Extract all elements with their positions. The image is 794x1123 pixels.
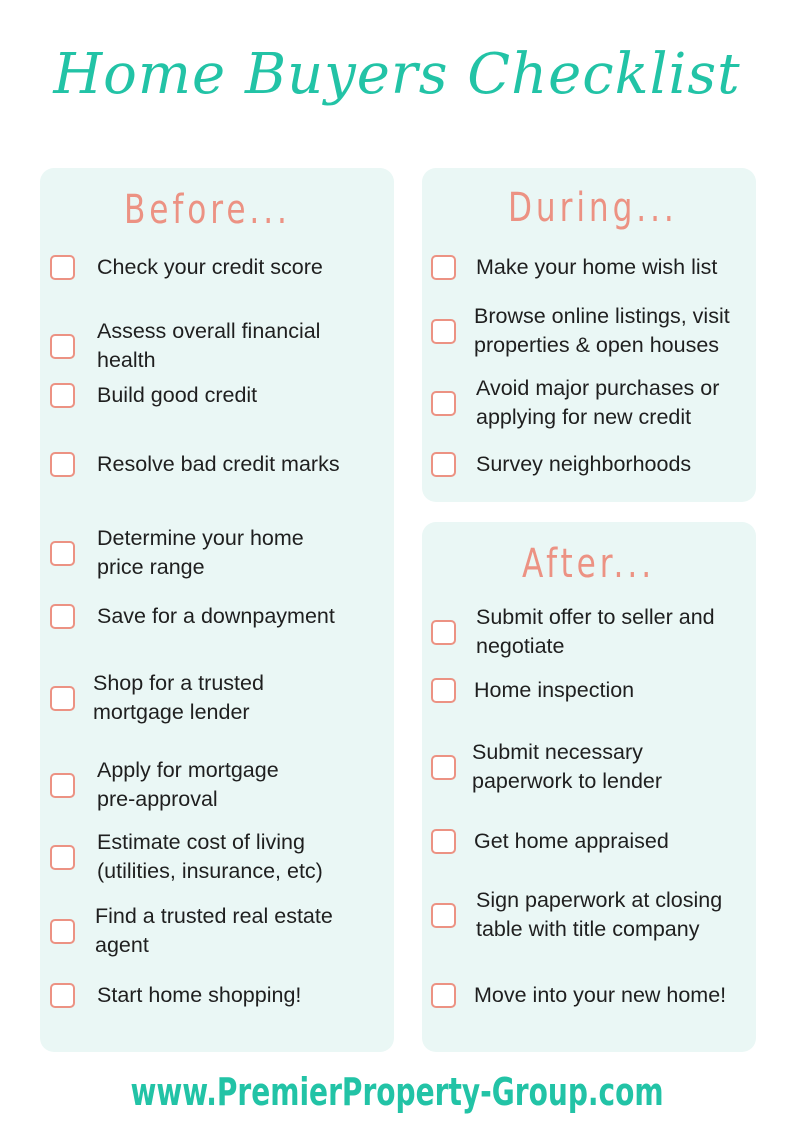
item-label: Submit offer to seller and negotiate	[476, 605, 715, 658]
before-item-9[interactable]	[50, 828, 323, 886]
item-label: Find a trusted real estate agent	[95, 904, 333, 957]
before-item-11[interactable]	[50, 981, 301, 1010]
checkbox[interactable]	[431, 755, 456, 780]
checkbox[interactable]	[431, 319, 456, 344]
after-heading: After...	[522, 541, 656, 587]
item-label: Save for a downpayment	[97, 604, 335, 628]
before-item-2[interactable]	[50, 317, 320, 375]
item-label: Sign paperwork at closing table with title company	[476, 888, 723, 941]
checkbox[interactable]	[431, 903, 456, 928]
during-item-3[interactable]	[431, 374, 719, 432]
after-item-5[interactable]	[431, 886, 722, 944]
item-label: Resolve bad credit marks	[97, 452, 340, 476]
item-label: Get home appraised	[474, 829, 669, 853]
before-item-6[interactable]	[50, 602, 335, 631]
item-label: Move into your new home!	[474, 983, 727, 1007]
item-label: Survey neighborhoods	[476, 452, 692, 476]
item-label: Browse online listings, visit properties & open houses	[474, 304, 730, 357]
checkbox[interactable]	[50, 255, 75, 280]
item-label: Home inspection	[474, 678, 635, 702]
before-item-1[interactable]	[50, 253, 323, 282]
checkbox[interactable]	[50, 845, 75, 870]
after-item-1[interactable]	[431, 603, 715, 661]
item-label: Assess overall financial health	[97, 319, 321, 372]
checkbox[interactable]	[50, 983, 75, 1008]
checkbox[interactable]	[50, 541, 75, 566]
page-title: Home Buyers Checklist	[53, 42, 741, 107]
before-item-10[interactable]	[50, 902, 333, 960]
after-item-3[interactable]	[431, 738, 662, 796]
checkbox[interactable]	[431, 255, 456, 280]
checkbox[interactable]	[50, 452, 75, 477]
before-heading: Before...	[124, 187, 291, 233]
before-item-5[interactable]	[50, 524, 304, 582]
before-item-3[interactable]	[50, 381, 257, 410]
item-label: Build good credit	[97, 383, 258, 407]
website-url: www.PremierProperty-Group.com	[130, 1070, 664, 1114]
checkbox[interactable]	[431, 983, 456, 1008]
checkbox[interactable]	[50, 383, 75, 408]
item-label: Make your home wish list	[476, 255, 718, 279]
item-label: Determine your home price range	[97, 526, 304, 579]
during-heading: During...	[508, 185, 678, 231]
item-label: Apply for mortgage pre-approval	[97, 758, 279, 811]
checkbox[interactable]	[50, 773, 75, 798]
checkbox[interactable]	[50, 334, 75, 359]
item-label: Submit necessary paperwork to lender	[472, 740, 663, 793]
item-label: Avoid major purchases or applying for new credit	[476, 376, 720, 429]
item-label: Check your credit score	[97, 255, 323, 279]
item-label: Estimate cost of living (utilities, insurance, etc)	[97, 830, 323, 883]
checkbox[interactable]	[431, 452, 456, 477]
during-item-1[interactable]	[431, 253, 717, 282]
item-label: Shop for a trusted mortgage lender	[93, 671, 264, 724]
checkbox[interactable]	[431, 391, 456, 416]
during-item-2[interactable]	[431, 302, 730, 360]
item-label: Start home shopping!	[97, 983, 302, 1007]
before-item-8[interactable]	[50, 756, 279, 814]
checkbox[interactable]	[431, 678, 456, 703]
checkbox[interactable]	[431, 829, 456, 854]
before-item-4[interactable]	[50, 450, 340, 479]
after-item-4[interactable]	[431, 827, 669, 856]
after-item-6[interactable]	[431, 981, 726, 1010]
checkbox[interactable]	[50, 919, 75, 944]
before-item-7[interactable]	[50, 669, 264, 727]
after-item-2[interactable]	[431, 676, 634, 705]
checkbox[interactable]	[50, 604, 75, 629]
checkbox[interactable]	[431, 620, 456, 645]
checkbox[interactable]	[50, 686, 75, 711]
during-item-4[interactable]	[431, 450, 691, 479]
website-link[interactable]	[0, 1062, 794, 1122]
